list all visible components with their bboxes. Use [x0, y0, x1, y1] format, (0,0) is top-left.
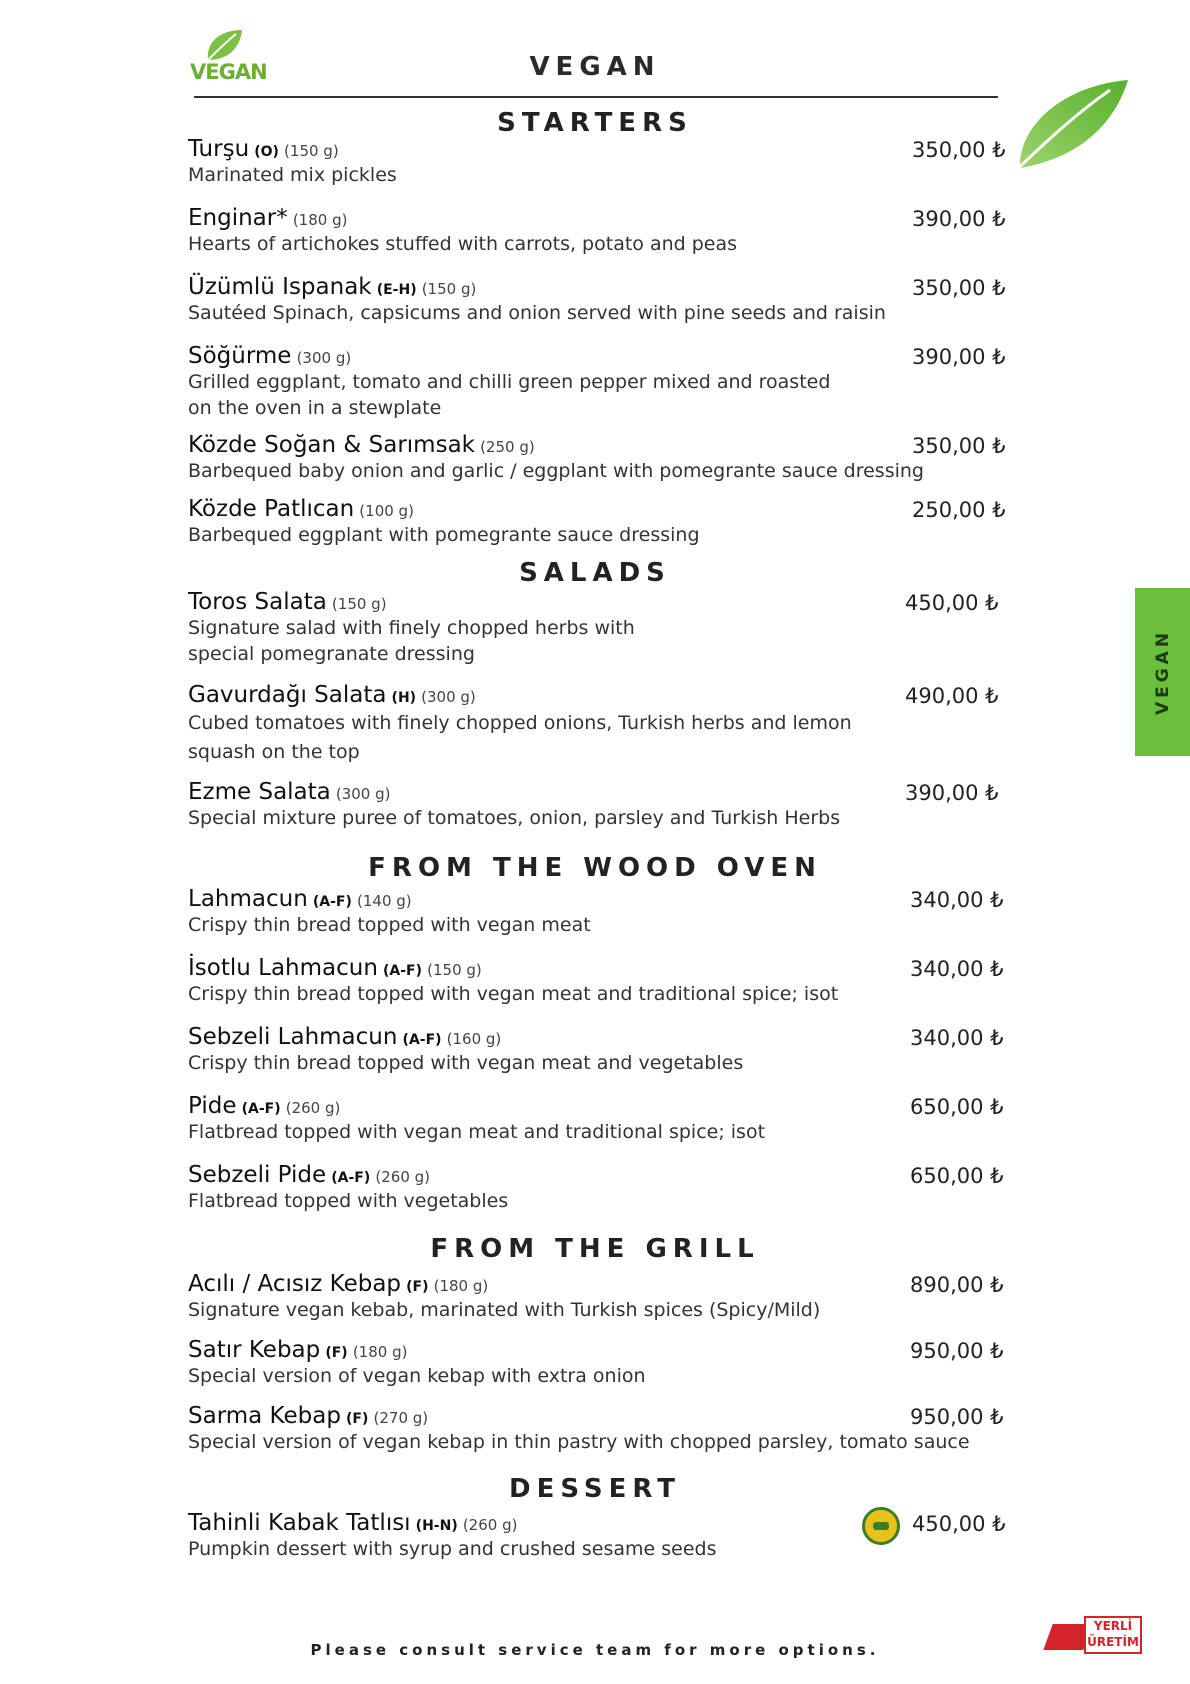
- item-description: Pumpkin dessert with syrup and crushed sesame seeds: [188, 1538, 717, 1560]
- item-price: 950,00 ₺: [910, 1405, 1004, 1429]
- item-name: Tahinli Kabak Tatlısı: [188, 1510, 411, 1536]
- item-weight: (250 g): [480, 438, 535, 456]
- item-name: Pide: [188, 1093, 237, 1119]
- title-divider: [194, 96, 998, 98]
- item-weight: (260 g): [462, 1516, 518, 1534]
- item-weight: (100 g): [359, 502, 414, 520]
- item-description: Grilled eggplant, tomato and chilli green pepper mixed and roasted: [188, 371, 831, 393]
- item-price: 450,00 ₺: [912, 1512, 1006, 1536]
- item-name: Toros Salata: [188, 589, 327, 615]
- menu-item: [188, 1024, 1008, 1076]
- item-allergen: (A-F): [241, 1101, 281, 1117]
- menu-item: [188, 1403, 1008, 1455]
- item-name: Satır Kebap: [188, 1337, 321, 1363]
- section-title-starters: STARTERS: [497, 108, 693, 138]
- menu-item: [188, 1271, 1008, 1323]
- item-description: Flatbread topped with vegan meat and traditional spice; isot: [188, 1121, 766, 1143]
- menu-item: [188, 1162, 1008, 1214]
- item-price: 390,00 ₺: [905, 781, 999, 805]
- item-weight: (300 g): [335, 785, 391, 803]
- section-title-dessert: DESSERT: [509, 1474, 681, 1504]
- yerli-label: YERLİ: [1093, 1619, 1133, 1633]
- item-weight: (180 g): [433, 1277, 489, 1295]
- menu-item: [188, 205, 1008, 257]
- menu-item: [188, 343, 1008, 421]
- item-description: Special version of vegan kebap in thin pastry with chopped parsley, tomato sauce: [188, 1431, 970, 1453]
- item-description: Marinated mix pickles: [188, 164, 397, 186]
- item-weight: (150 g): [284, 142, 339, 160]
- item-description: Flatbread topped with vegetables: [188, 1190, 509, 1212]
- item-weight: (160 g): [446, 1030, 502, 1048]
- item-name: Gavurdağı Salata: [188, 682, 387, 708]
- item-weight: (260 g): [375, 1168, 430, 1186]
- item-allergen: (O): [254, 144, 279, 160]
- item-allergen: (A-F): [312, 894, 352, 910]
- item-name: Söğürme: [188, 343, 292, 369]
- item-description: Special version of vegan kebap with extra onion: [188, 1365, 646, 1387]
- item-name: Turşu: [188, 136, 250, 162]
- item-description: Special mixture puree of tomatoes, onion, parsley and Turkish Herbs: [188, 807, 841, 829]
- item-name: Üzümlü Ispanak: [188, 274, 372, 300]
- item-allergen: (H-N): [415, 1518, 458, 1534]
- item-description: Crispy thin bread topped with vegan meat and traditional spice; isot: [188, 983, 839, 1005]
- item-weight: (150 g): [427, 961, 482, 979]
- menu-item: [188, 779, 1008, 831]
- item-name: Sebzeli Pide: [188, 1162, 327, 1188]
- item-weight: (180 g): [352, 1343, 408, 1361]
- item-description-line2: special pomegranate dressing: [188, 643, 475, 665]
- menu-item: [188, 496, 1008, 548]
- item-description-line2: squash on the top: [188, 741, 360, 763]
- menu-item: [188, 136, 1008, 188]
- item-price: 650,00 ₺: [910, 1164, 1004, 1188]
- item-price: 950,00 ₺: [910, 1339, 1004, 1363]
- item-weight: (140 g): [357, 892, 412, 910]
- yerli-uretim-box: [1084, 1616, 1142, 1654]
- item-price: 390,00 ₺: [912, 345, 1006, 369]
- item-name: Közde Soğan & Sarımsak: [188, 432, 475, 458]
- item-description: Barbequed baby onion and garlic / eggplant with pomegrante sauce dressing: [188, 460, 924, 482]
- item-price: 350,00 ₺: [912, 276, 1006, 300]
- item-weight: (270 g): [373, 1409, 429, 1427]
- item-allergen: (F): [346, 1411, 369, 1427]
- menu-item: [188, 682, 1008, 766]
- side-tab-label: VEGAN: [1152, 628, 1173, 716]
- item-price: 650,00 ₺: [910, 1095, 1004, 1119]
- item-description: Crispy thin bread topped with vegan meat: [188, 914, 591, 936]
- menu-item: [188, 886, 1008, 938]
- item-weight: (300 g): [421, 688, 476, 706]
- menu-item: [188, 1093, 1008, 1145]
- item-price: 350,00 ₺: [912, 434, 1006, 458]
- item-allergen: (F): [325, 1345, 348, 1361]
- item-weight: (300 g): [296, 349, 352, 367]
- yerli-uretim-logo: [1048, 1616, 1144, 1656]
- page-title: VEGAN: [529, 52, 661, 82]
- item-allergen: (H): [391, 690, 417, 706]
- item-price: 250,00 ₺: [912, 498, 1006, 522]
- item-name: Lahmacun: [188, 886, 308, 912]
- item-allergen: (F): [406, 1279, 429, 1295]
- section-title-wood-oven: FROM THE WOOD OVEN: [368, 853, 822, 883]
- item-weight: (150 g): [421, 280, 477, 298]
- vegan-side-tab: [1135, 588, 1190, 756]
- item-description: Crispy thin bread topped with vegan meat and vegetables: [188, 1052, 744, 1074]
- item-name: Sarma Kebap: [188, 1403, 341, 1429]
- item-price: 340,00 ₺: [910, 957, 1004, 981]
- item-allergen: (A-F): [402, 1032, 442, 1048]
- item-price: 340,00 ₺: [910, 1026, 1004, 1050]
- item-name: Ezme Salata: [188, 779, 331, 805]
- item-weight: (180 g): [292, 211, 348, 229]
- menu-item: [188, 955, 1008, 1007]
- item-description: Cubed tomatoes with finely chopped onions, Turkish herbs and lemon: [188, 712, 852, 734]
- vegan-logo-text: VEGAN: [190, 60, 267, 84]
- section-title-grill: FROM THE GRILL: [430, 1234, 760, 1264]
- item-price: 340,00 ₺: [910, 888, 1004, 912]
- item-description: Sautéed Spinach, capsicums and onion served with pine seeds and raisin: [188, 302, 886, 324]
- item-name: İsotlu Lahmacun: [188, 955, 378, 981]
- item-price: 350,00 ₺: [912, 138, 1006, 162]
- item-description-line2: on the oven in a stewplate: [188, 397, 442, 419]
- item-allergen: (A-F): [331, 1170, 371, 1186]
- section-title-salads: SALADS: [519, 558, 671, 588]
- item-allergen: (E-H): [376, 282, 417, 298]
- item-price: 890,00 ₺: [910, 1273, 1004, 1297]
- geographical-indication-badge-icon: [862, 1507, 900, 1545]
- item-allergen: (A-F): [383, 963, 423, 979]
- item-price: 450,00 ₺: [905, 591, 999, 615]
- item-description: Barbequed eggplant with pomegrante sauce dressing: [188, 524, 700, 546]
- menu-item: [188, 274, 1008, 326]
- menu-item: [188, 1337, 1008, 1389]
- item-description: Hearts of artichokes stuffed with carrots, potato and peas: [188, 233, 738, 255]
- item-name: Enginar*: [188, 205, 288, 231]
- item-name: Acılı / Acısız Kebap: [188, 1271, 402, 1297]
- item-name: Közde Patlıcan: [188, 496, 355, 522]
- item-weight: (150 g): [331, 595, 387, 613]
- item-price: 490,00 ₺: [905, 684, 999, 708]
- item-price: 390,00 ₺: [912, 207, 1006, 231]
- item-description: Signature salad with finely chopped herbs with: [188, 617, 635, 639]
- menu-item: [188, 589, 1008, 667]
- item-description: Signature vegan kebab, marinated with Turkish spices (Spicy/Mild): [188, 1299, 821, 1321]
- footer-note: Please consult service team for more options.: [310, 1641, 880, 1659]
- menu-item: [188, 432, 1008, 484]
- item-weight: (260 g): [285, 1099, 341, 1117]
- item-name: Sebzeli Lahmacun: [188, 1024, 398, 1050]
- uretim-label: ÜRETİM: [1087, 1635, 1139, 1649]
